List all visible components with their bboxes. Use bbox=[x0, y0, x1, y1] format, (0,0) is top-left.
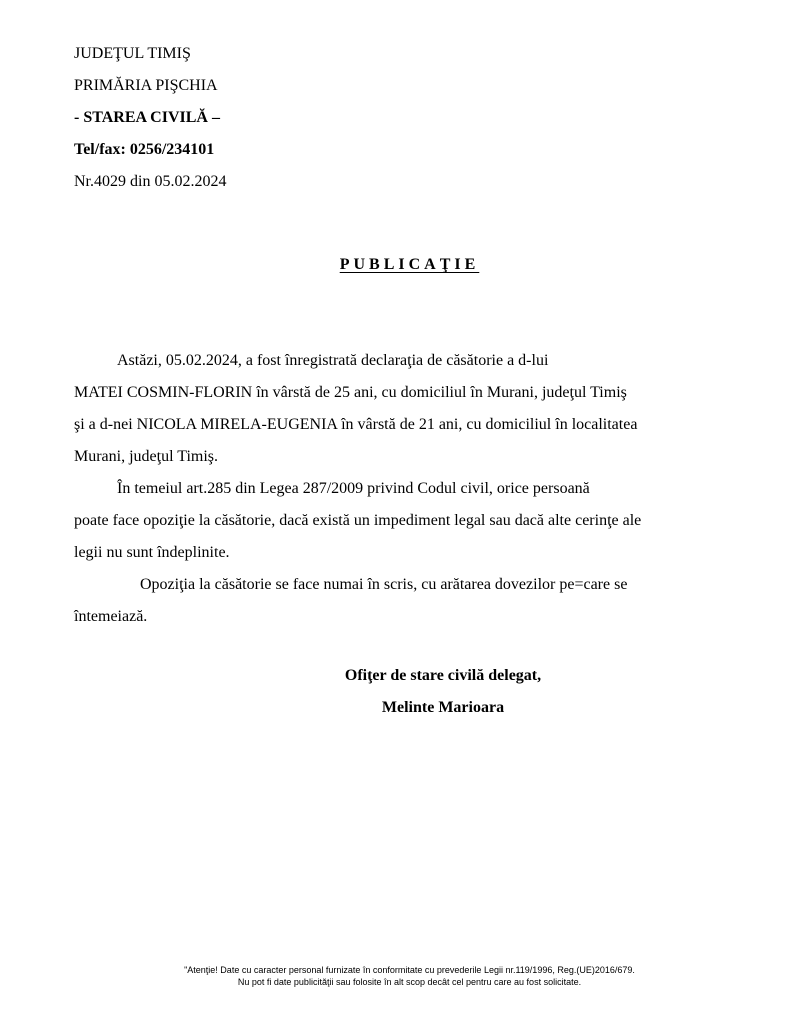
document-title: PUBLICAŢIE bbox=[339, 256, 480, 273]
body-line: Opoziţia la căsătorie se face numai în scris, cu arătarea dovezilor pe=care se bbox=[140, 576, 628, 593]
body-line: MATEI COSMIN-FLORIN în vârstă de 25 ani, cu domiciliul în Murani, judeţul Timiş bbox=[74, 384, 627, 401]
body-line: Astăzi, 05.02.2024, a fost înregistrată declaraţia de căsătorie a d-lui bbox=[117, 352, 549, 369]
body-line: legii nu sunt îndeplinite. bbox=[74, 544, 230, 561]
document-body bbox=[74, 345, 754, 633]
institution-header bbox=[74, 38, 226, 198]
body-line: poate face opoziţie la căsătorie, dacă există un impediment legal sau dacă alte cerinţe ale bbox=[74, 512, 642, 529]
body-line: întemeiază. bbox=[74, 608, 148, 625]
footer-line: Nu pot fi date publicităţii sau folosite în alt scop decât cel pentru care au fost solicitate. bbox=[237, 977, 582, 987]
signatory-role: Ofiţer de stare civilă delegat, bbox=[344, 667, 542, 684]
town-hall-name: PRIMĂRIA PIŞCHIA bbox=[74, 77, 218, 94]
phone-fax: Tel/fax: 0256/234101 bbox=[74, 141, 215, 158]
signatory-name: Melinte Marioara bbox=[381, 699, 505, 716]
county-name: JUDEŢUL TIMIŞ bbox=[74, 45, 191, 62]
body-line: Murani, judeţul Timiş. bbox=[74, 448, 219, 465]
body-line: În temeiul art.285 din Legea 287/2009 privind Codul civil, orice persoană bbox=[117, 480, 590, 497]
footer-line: "Atenţie! Date cu caracter personal furnizate în conformitate cu prevederile Legii nr.119/1996, Reg.(UE)2016/679. bbox=[184, 965, 635, 975]
department-name: - STAREA CIVILĂ – bbox=[74, 109, 220, 126]
body-line: şi a d-nei NICOLA MIRELA-EUGENIA în vârstă de 21 ani, cu domiciliul în localitatea bbox=[74, 416, 638, 433]
registration-number: Nr.4029 din 05.02.2024 bbox=[74, 173, 227, 190]
signature-block bbox=[0, 660, 791, 724]
privacy-footer bbox=[0, 964, 791, 988]
